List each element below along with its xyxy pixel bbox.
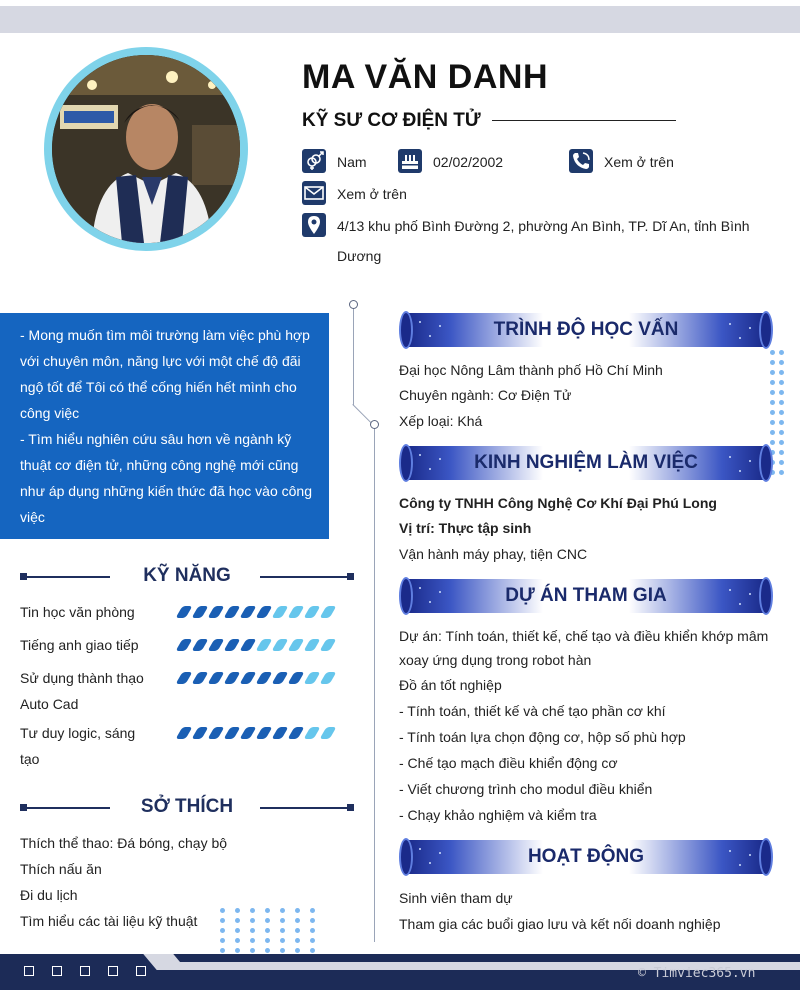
skill-name: Tin học văn phòng	[20, 604, 135, 620]
banner-sparkle	[729, 456, 731, 458]
footer-square	[80, 966, 90, 976]
banner-sparkle	[739, 337, 741, 339]
skill-stripe	[320, 606, 337, 618]
decor-dot	[265, 918, 270, 923]
skill-name	[20, 720, 160, 772]
skill-stripe	[176, 639, 193, 651]
education-major: Chuyên ngành: Cơ Điện Tử	[399, 387, 572, 403]
activity-line: Sinh viên tham dự	[399, 890, 513, 906]
skill-stripe	[240, 727, 257, 739]
gender-text: Nam	[337, 154, 367, 170]
avatar	[52, 55, 240, 243]
banner-sparkle	[439, 852, 441, 854]
banner-sparkle	[739, 603, 741, 605]
skill-stripe	[320, 639, 337, 651]
project-line: - Tính toán lựa chọn động cơ, hộp số phù hợp	[399, 729, 686, 745]
decor-dot	[310, 918, 315, 923]
skill-stripe	[224, 639, 241, 651]
skill-stripe	[304, 639, 321, 651]
experience-heading: KINH NGHIỆM LÀM VIỆC	[474, 452, 698, 473]
timeline-dot	[370, 420, 379, 429]
experience-task: Vận hành máy phay, tiện CNC	[399, 546, 588, 562]
candidate-name: MA VĂN DANH	[302, 58, 549, 96]
education-grade: Xếp loại: Khá	[399, 413, 483, 429]
skill-stripe	[240, 639, 257, 651]
skill-stripe	[288, 606, 305, 618]
decor-dot	[265, 928, 270, 933]
hobby-item: Thích thể thao: Đá bóng, chạy bộ	[20, 835, 228, 851]
experience-banner	[399, 446, 773, 480]
skill-stripe	[272, 672, 289, 684]
decor-dot	[779, 470, 784, 475]
phone-icon	[569, 149, 593, 173]
skills-heading	[20, 565, 354, 589]
skill-stripe	[256, 639, 273, 651]
decor-dot	[220, 928, 225, 933]
phone-text: Xem ở trên	[604, 154, 674, 170]
title-divider	[492, 120, 676, 121]
banner-sparkle	[429, 601, 431, 603]
skill-stripe	[256, 727, 273, 739]
decor-dot	[250, 948, 255, 953]
timeline-connector	[353, 305, 354, 405]
decor-dot	[779, 440, 784, 445]
decor-dot	[280, 908, 285, 913]
skill-stripe	[304, 672, 321, 684]
objective-line: - Mong muốn tìm môi trường làm việc phù hợp	[20, 327, 310, 343]
decor-dot	[295, 948, 300, 953]
decor-dot	[250, 938, 255, 943]
decor-dot	[779, 430, 784, 435]
objective-line: như áp dụng những kiến thức đã học vào công	[20, 483, 312, 499]
footer-square	[52, 966, 62, 976]
banner-sparkle	[419, 848, 421, 850]
banner-sparkle	[439, 325, 441, 327]
decor-dot	[295, 918, 300, 923]
project-line: - Tính toán, thiết kế và chế tạo phần cơ khí	[399, 703, 666, 719]
project-line: - Chế tạo mạch điều khiển động cơ	[399, 755, 618, 771]
cake-icon	[398, 149, 422, 173]
decor-dot	[779, 370, 784, 375]
decor-dot	[770, 430, 775, 435]
decor-dot	[280, 918, 285, 923]
skill-name-line: Sử dụng thành thạo	[20, 670, 144, 686]
timeline-dot	[349, 300, 358, 309]
decor-dot	[779, 450, 784, 455]
skill-stripe	[272, 727, 289, 739]
skill-stripe	[192, 606, 209, 618]
banner-sparkle	[739, 864, 741, 866]
banner-sparkle	[429, 335, 431, 337]
skill-stripe	[304, 606, 321, 618]
address-line-1: 4/13 khu phố Bình Đường 2, phường An Bình, TP. Dĩ An, tỉnh Bình	[337, 218, 750, 234]
hobbies-heading-label: SỞ THÍCH	[140, 796, 234, 817]
decor-dot	[220, 918, 225, 923]
projects-banner	[399, 579, 773, 613]
education-school: Đại học Nông Lâm thành phố Hồ Chí Minh	[399, 362, 663, 378]
decor-dot	[779, 420, 784, 425]
decor-dot	[250, 918, 255, 923]
address-line-2: Dương	[337, 248, 382, 264]
decor-dot	[779, 410, 784, 415]
decor-dot	[250, 908, 255, 913]
decor-dot	[220, 938, 225, 943]
watermark: © Timviec365.vn	[638, 966, 756, 981]
hobbies-heading	[20, 796, 354, 820]
banner-sparkle	[419, 587, 421, 589]
activities-heading: HOẠT ĐỘNG	[527, 846, 645, 867]
skill-stripe	[176, 727, 193, 739]
skill-name-line: Auto Cad	[20, 696, 79, 712]
activities-banner	[399, 840, 773, 874]
project-line: - Chạy khảo nghiệm và kiểm tra	[399, 807, 597, 823]
skill-stripe	[208, 606, 225, 618]
objective-line: ngộ tốt để Tôi có thể cống hiến hết mình cho	[20, 379, 297, 395]
skill-stripe	[240, 606, 257, 618]
banner-sparkle	[729, 589, 731, 591]
decor-dot	[235, 918, 240, 923]
decor-dot	[310, 908, 315, 913]
banner-sparkle	[429, 468, 431, 470]
decor-dot	[280, 938, 285, 943]
decor-dot	[779, 400, 784, 405]
decor-dot	[770, 380, 775, 385]
skill-bar	[176, 606, 346, 618]
banner-sparkle	[749, 327, 751, 329]
top-band-inner	[0, 0, 800, 6]
heading-bullet	[347, 804, 354, 811]
heading-bullet	[347, 573, 354, 580]
skill-stripe	[224, 672, 241, 684]
projects-heading: DỰ ÁN THAM GIA	[505, 585, 667, 606]
decor-dot	[235, 948, 240, 953]
footer-square	[108, 966, 118, 976]
decor-dot	[265, 908, 270, 913]
decor-dot	[779, 380, 784, 385]
skill-name: Tiếng anh giao tiếp	[20, 637, 139, 653]
decor-dot	[235, 908, 240, 913]
footer-square	[136, 966, 146, 976]
decor-dot	[779, 360, 784, 365]
decor-dot	[310, 928, 315, 933]
skill-stripe	[224, 727, 241, 739]
hobby-item: Đi du lịch	[20, 887, 78, 903]
heading-line	[260, 807, 350, 809]
banner-sparkle	[749, 854, 751, 856]
decor-dot	[250, 928, 255, 933]
decor-dot	[295, 908, 300, 913]
skill-bar	[176, 672, 346, 684]
footer-square	[24, 966, 34, 976]
decor-dot	[310, 948, 315, 953]
heading-line	[260, 576, 350, 578]
skill-stripe	[272, 606, 289, 618]
skill-stripe	[256, 606, 273, 618]
mail-icon	[302, 181, 326, 205]
avatar-photo	[52, 55, 240, 243]
birthday-text: 02/02/2002	[433, 154, 504, 170]
experience-position: Vị trí: Thực tập sinh	[399, 520, 532, 536]
hobby-item: Tìm hiểu các tài liệu kỹ thuật	[20, 913, 198, 929]
skill-stripe	[208, 727, 225, 739]
skill-stripe	[320, 727, 337, 739]
decor-dot	[220, 908, 225, 913]
objective-line: với chuyên môn, năng lực với một chế độ đãi	[20, 353, 301, 369]
skill-name	[20, 665, 160, 717]
banner-sparkle	[429, 862, 431, 864]
project-line: - Viết chương trình cho modul điều khiển	[399, 781, 653, 797]
skill-stripe	[272, 639, 289, 651]
hobby-item: Thích nấu ăn	[20, 861, 102, 877]
banner-sparkle	[729, 323, 731, 325]
skill-bar	[176, 727, 346, 739]
skill-stripe	[304, 727, 321, 739]
banner-sparkle	[729, 850, 731, 852]
decor-dot	[770, 350, 775, 355]
banner-sparkle	[749, 460, 751, 462]
education-heading: TRÌNH ĐỘ HỌC VẤN	[493, 319, 679, 340]
decor-dot	[295, 938, 300, 943]
skill-stripe	[288, 727, 305, 739]
skill-name-line: tạo	[20, 751, 40, 767]
skill-stripe	[192, 727, 209, 739]
decor-dot	[779, 390, 784, 395]
banner-sparkle	[419, 454, 421, 456]
map-pin-icon	[302, 213, 326, 237]
skill-stripe	[192, 639, 209, 651]
skill-stripe	[176, 672, 193, 684]
decor-dot	[220, 948, 225, 953]
skills-heading-label: KỸ NĂNG	[143, 565, 231, 586]
education-banner	[399, 313, 773, 347]
decor-dot	[770, 440, 775, 445]
skill-stripe	[256, 672, 273, 684]
decor-dot	[280, 928, 285, 933]
skill-stripe	[288, 672, 305, 684]
banner-sparkle	[439, 458, 441, 460]
decor-dot	[779, 460, 784, 465]
decor-dot	[265, 938, 270, 943]
gender-icon	[302, 149, 326, 173]
decor-dot	[265, 948, 270, 953]
skill-stripe	[240, 672, 257, 684]
decor-dot	[295, 928, 300, 933]
email-text: Xem ở trên	[337, 186, 407, 202]
objective-text	[20, 322, 314, 530]
project-line: Đồ án tốt nghiệp	[399, 677, 502, 693]
objective-line: - Tìm hiểu nghiên cứu sâu hơn về ngành kỹ	[20, 431, 292, 447]
experience-company: Công ty TNHH Công Nghệ Cơ Khí Đại Phú Long	[399, 495, 717, 511]
activity-line: Tham gia các buổi giao lưu và kết nối doanh nghiệp	[399, 916, 721, 932]
skill-stripe	[176, 606, 193, 618]
project-line: Dự án: Tính toán, thiết kế, chế tạo và điều khiển khớp mâm	[399, 628, 769, 644]
skill-stripe	[320, 672, 337, 684]
skill-stripe	[192, 672, 209, 684]
skill-stripe	[208, 672, 225, 684]
banner-sparkle	[739, 470, 741, 472]
decor-dot	[280, 948, 285, 953]
objective-line: công việc	[20, 405, 80, 421]
objective-line: việc	[20, 509, 45, 525]
skill-bar	[176, 639, 346, 651]
skill-stripe	[224, 606, 241, 618]
objective-line: thuật cơ điện tử, những công nghệ mới cũng	[20, 457, 299, 473]
top-band	[0, 0, 800, 33]
decor-dot	[310, 938, 315, 943]
skill-stripe	[208, 639, 225, 651]
decor-dot	[235, 928, 240, 933]
decor-dot	[779, 350, 784, 355]
decor-dot	[235, 938, 240, 943]
skill-stripe	[288, 639, 305, 651]
project-line: xoay ứng dụng trong robot hàn	[399, 652, 592, 668]
job-title: KỸ SƯ CƠ ĐIỆN TỬ	[302, 110, 481, 131]
banner-sparkle	[419, 321, 421, 323]
timeline-line	[374, 425, 375, 942]
banner-sparkle	[439, 591, 441, 593]
banner-sparkle	[749, 593, 751, 595]
skill-name-line: Tư duy logic, sáng	[20, 725, 136, 741]
